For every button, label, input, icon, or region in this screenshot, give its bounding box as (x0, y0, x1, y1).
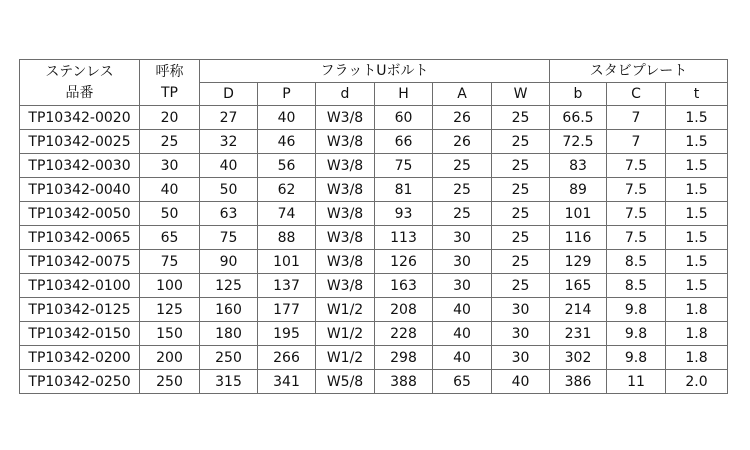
header-part-number (20, 60, 140, 106)
cell-t: 1.5 (666, 226, 728, 250)
cell-b: 101 (550, 202, 607, 226)
cell-H: 126 (375, 250, 433, 274)
table-row (20, 130, 728, 154)
cell-d: W3/8 (316, 202, 375, 226)
cell-P: 177 (258, 298, 316, 322)
cell-nominal: 150 (140, 322, 200, 346)
cell-C: 7.5 (607, 202, 666, 226)
cell-b: 165 (550, 274, 607, 298)
cell-t: 1.8 (666, 346, 728, 370)
cell-P: 266 (258, 346, 316, 370)
cell-nominal: 25 (140, 130, 200, 154)
cell-nominal: 75 (140, 250, 200, 274)
cell-D: 180 (200, 322, 258, 346)
table-row (20, 322, 728, 346)
cell-C: 7.5 (607, 226, 666, 250)
cell-part-number: TP10342-0050 (20, 202, 140, 226)
cell-b: 214 (550, 298, 607, 322)
cell-d: W3/8 (316, 154, 375, 178)
cell-C: 7.5 (607, 178, 666, 202)
cell-nominal: 20 (140, 106, 200, 130)
cell-part-number: TP10342-0065 (20, 226, 140, 250)
cell-C: 7.5 (607, 154, 666, 178)
cell-part-number: TP10342-0075 (20, 250, 140, 274)
header-group-ubolt: フラットUボルト (200, 60, 550, 83)
cell-d: W1/2 (316, 322, 375, 346)
table-row (20, 346, 728, 370)
cell-t: 1.5 (666, 250, 728, 274)
cell-part-number: TP10342-0040 (20, 178, 140, 202)
cell-A: 30 (433, 250, 492, 274)
cell-A: 26 (433, 130, 492, 154)
header-part-line2: 品番 (65, 84, 94, 101)
cell-W: 30 (492, 346, 550, 370)
header-col-b: b (550, 83, 607, 106)
cell-A: 40 (433, 346, 492, 370)
header-col-d: d (316, 83, 375, 106)
header-col-W: W (492, 83, 550, 106)
table-row (20, 298, 728, 322)
table-header (20, 60, 728, 106)
header-col-H: H (375, 83, 433, 106)
cell-P: 137 (258, 274, 316, 298)
cell-d: W1/2 (316, 298, 375, 322)
cell-A: 40 (433, 322, 492, 346)
cell-H: 228 (375, 322, 433, 346)
cell-t: 1.8 (666, 322, 728, 346)
cell-A: 25 (433, 202, 492, 226)
cell-part-number: TP10342-0200 (20, 346, 140, 370)
cell-nominal: 125 (140, 298, 200, 322)
cell-D: 250 (200, 346, 258, 370)
cell-W: 25 (492, 178, 550, 202)
cell-H: 93 (375, 202, 433, 226)
table-row (20, 226, 728, 250)
header-col-C: C (607, 83, 666, 106)
cell-P: 88 (258, 226, 316, 250)
cell-D: 50 (200, 178, 258, 202)
cell-W: 25 (492, 274, 550, 298)
cell-A: 30 (433, 274, 492, 298)
cell-d: W5/8 (316, 370, 375, 394)
cell-d: W3/8 (316, 106, 375, 130)
cell-C: 7 (607, 130, 666, 154)
cell-W: 25 (492, 226, 550, 250)
cell-D: 125 (200, 274, 258, 298)
cell-b: 72.5 (550, 130, 607, 154)
cell-D: 32 (200, 130, 258, 154)
cell-d: W1/2 (316, 346, 375, 370)
cell-W: 25 (492, 250, 550, 274)
table-body (20, 106, 728, 394)
cell-P: 62 (258, 178, 316, 202)
cell-b: 89 (550, 178, 607, 202)
cell-part-number: TP10342-0025 (20, 130, 140, 154)
cell-b: 116 (550, 226, 607, 250)
cell-C: 9.8 (607, 322, 666, 346)
cell-H: 388 (375, 370, 433, 394)
cell-D: 27 (200, 106, 258, 130)
cell-C: 9.8 (607, 346, 666, 370)
cell-W: 25 (492, 202, 550, 226)
cell-C: 7 (607, 106, 666, 130)
cell-P: 195 (258, 322, 316, 346)
header-group-plate: スタビプレート (550, 60, 728, 83)
cell-part-number: TP10342-0020 (20, 106, 140, 130)
cell-part-number: TP10342-0030 (20, 154, 140, 178)
cell-A: 65 (433, 370, 492, 394)
cell-P: 46 (258, 130, 316, 154)
cell-t: 1.5 (666, 154, 728, 178)
cell-P: 56 (258, 154, 316, 178)
header-part-line1: ステンレス (45, 63, 114, 80)
table-row (20, 202, 728, 226)
cell-t: 1.8 (666, 298, 728, 322)
cell-nominal: 50 (140, 202, 200, 226)
cell-C: 11 (607, 370, 666, 394)
cell-part-number: TP10342-0150 (20, 322, 140, 346)
cell-part-number: TP10342-0250 (20, 370, 140, 394)
cell-H: 298 (375, 346, 433, 370)
cell-W: 30 (492, 322, 550, 346)
cell-part-number: TP10342-0125 (20, 298, 140, 322)
cell-d: W3/8 (316, 274, 375, 298)
cell-d: W3/8 (316, 130, 375, 154)
header-col-D: D (200, 83, 258, 106)
cell-b: 83 (550, 154, 607, 178)
cell-t: 1.5 (666, 274, 728, 298)
table-row (20, 274, 728, 298)
cell-b: 129 (550, 250, 607, 274)
cell-nominal: 100 (140, 274, 200, 298)
cell-b: 231 (550, 322, 607, 346)
header-tp-line1: 呼称 (155, 63, 184, 80)
cell-H: 113 (375, 226, 433, 250)
cell-D: 160 (200, 298, 258, 322)
cell-D: 75 (200, 226, 258, 250)
cell-H: 208 (375, 298, 433, 322)
cell-H: 81 (375, 178, 433, 202)
cell-D: 63 (200, 202, 258, 226)
spec-table (19, 59, 728, 394)
cell-d: W3/8 (316, 226, 375, 250)
cell-t: 2.0 (666, 370, 728, 394)
cell-t: 1.5 (666, 106, 728, 130)
cell-H: 66 (375, 130, 433, 154)
cell-P: 341 (258, 370, 316, 394)
cell-t: 1.5 (666, 130, 728, 154)
cell-H: 60 (375, 106, 433, 130)
cell-W: 25 (492, 154, 550, 178)
header-nominal (140, 60, 200, 106)
cell-nominal: 250 (140, 370, 200, 394)
cell-b: 386 (550, 370, 607, 394)
cell-H: 75 (375, 154, 433, 178)
cell-t: 1.5 (666, 178, 728, 202)
cell-C: 9.8 (607, 298, 666, 322)
table-row (20, 154, 728, 178)
cell-D: 315 (200, 370, 258, 394)
cell-d: W3/8 (316, 178, 375, 202)
cell-W: 40 (492, 370, 550, 394)
table-row (20, 250, 728, 274)
cell-d: W3/8 (316, 250, 375, 274)
cell-nominal: 40 (140, 178, 200, 202)
cell-t: 1.5 (666, 202, 728, 226)
table-row (20, 178, 728, 202)
cell-nominal: 200 (140, 346, 200, 370)
cell-D: 40 (200, 154, 258, 178)
cell-P: 101 (258, 250, 316, 274)
cell-part-number: TP10342-0100 (20, 274, 140, 298)
header-col-P: P (258, 83, 316, 106)
table-row (20, 370, 728, 394)
cell-A: 40 (433, 298, 492, 322)
cell-W: 25 (492, 106, 550, 130)
cell-P: 40 (258, 106, 316, 130)
cell-A: 30 (433, 226, 492, 250)
header-col-t: t (666, 83, 728, 106)
cell-W: 30 (492, 298, 550, 322)
cell-H: 163 (375, 274, 433, 298)
cell-P: 74 (258, 202, 316, 226)
cell-A: 26 (433, 106, 492, 130)
cell-W: 25 (492, 130, 550, 154)
cell-nominal: 65 (140, 226, 200, 250)
header-col-A: A (433, 83, 492, 106)
cell-A: 25 (433, 154, 492, 178)
cell-b: 66.5 (550, 106, 607, 130)
cell-nominal: 30 (140, 154, 200, 178)
table-row (20, 106, 728, 130)
cell-D: 90 (200, 250, 258, 274)
cell-C: 8.5 (607, 274, 666, 298)
header-tp-line2: TP (161, 84, 178, 101)
cell-A: 25 (433, 178, 492, 202)
cell-b: 302 (550, 346, 607, 370)
cell-C: 8.5 (607, 250, 666, 274)
